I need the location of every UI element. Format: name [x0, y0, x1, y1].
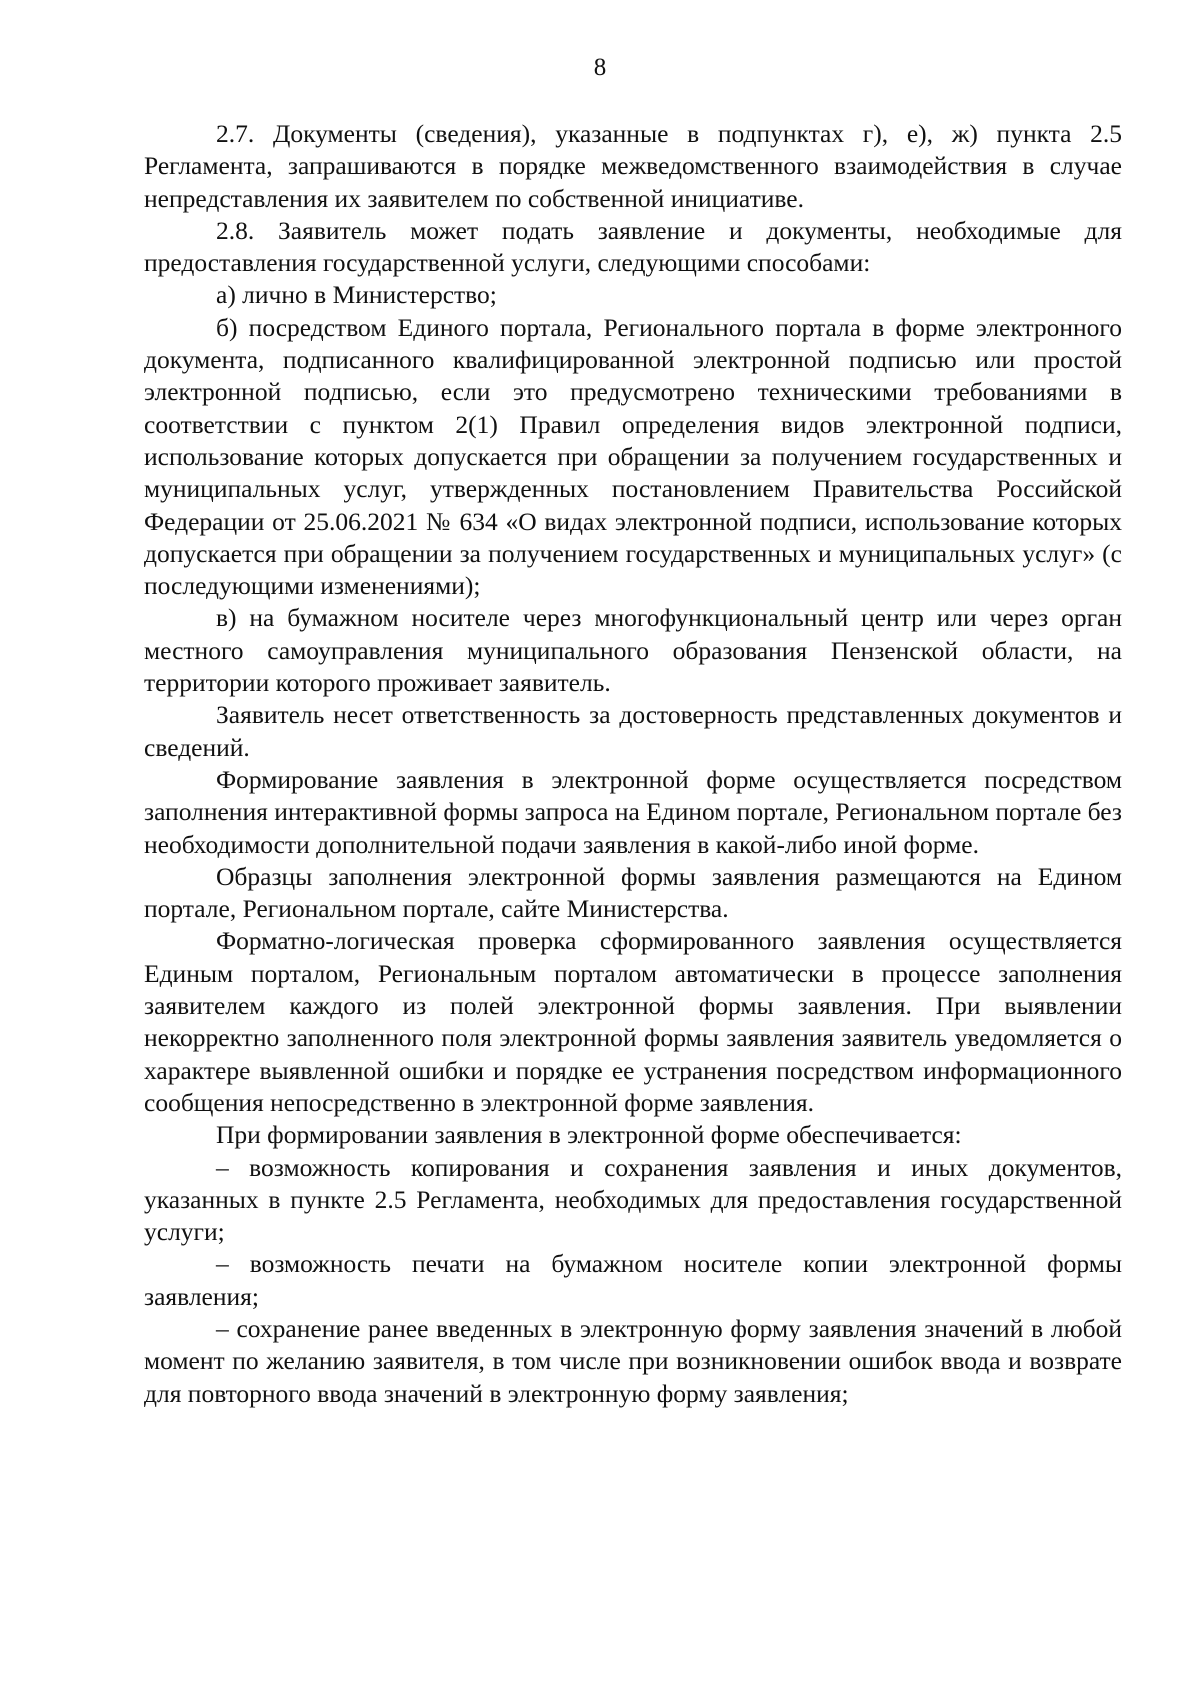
bullet-printing: – возможность печати на бумажном носителе копии электронной формы заявления; — [144, 1249, 1122, 1311]
paragraph-2-7: 2.7. Документы (сведения), указанные в подпунктах г), е), ж) пункта 2.5 Регламента, запрашиваются в порядке межведомственного взаимодействия в случае непредставления их заявителем по собственной инициативе. — [144, 119, 1122, 213]
list-item-a: а) лично в Министерство; — [216, 280, 497, 310]
paragraph-electronic-form: Формирование заявления в электронной форме осуществляется посредством заполнения интерактивной формы запроса на Едином портале, Региональном портале без необходимости дополнительной подачи заявления в какой-либо иной форме. — [144, 764, 1122, 859]
paragraph-format-check: Форматно-логическая проверка сформированного заявления осуществляется Единым порталом, Региональным порталом автоматически в процессе заполнения заявителем каждого из полей электронной формы заявления. При выявлении некорректно заполненного поля электронной формы заявления заявитель уведомляется о характере выявленной ошибки и порядке ее устранения посредством информационного сообщения непосредственно в электронной форме заявления. — [144, 926, 1122, 1117]
paragraph-samples: Образцы заполнения электронной формы заявления размещаются на Едином портале, Региональном портале, сайте Министерства. — [144, 861, 1122, 924]
list-item-v: в) на бумажном носителе через многофункциональный центр или через орган местного самоуправления муниципального образования Пензенской области, на территории которого проживает заявитель. — [144, 603, 1122, 698]
paragraph-responsibility: Заявитель несет ответственность за достоверность представленных документов и сведений. — [144, 700, 1122, 762]
list-item-b: б) посредством Единого портала, Регионального портала в форме электронного документа, подписанного квалифицированной электронной подписью или простой электронной подписью, если это предусмотрено техническими требованиями в соответствии с пунктом 2(1) Правил определения видов электронной подписи, использование которых допускается при обращении за получением государственных и муниципальных услуг, утвержденных постановлением Правительства Российской Федерации от 25.06.2021 № 634 «О видах электронной подписи, использование которых допускается при обращении за получением государственных и муниципальных услуг» (с последующими изменениями); — [144, 312, 1122, 601]
bullet-saving: – сохранение ранее введенных в электронную форму заявления значений в любой момент по желанию заявителя, в том числе при возникновении ошибок ввода и возврате для повторного ввода значений в электронную форму заявления; — [144, 1313, 1122, 1408]
paragraph-provides: При формировании заявления в электронной форме обеспечивается: — [216, 1120, 962, 1150]
page-number: 8 — [593, 54, 607, 81]
bullet-copying: – возможность копирования и сохранения заявления и иных документов, указанных в пункте 2.5 Регламента, необходимых для предоставления государственной услуги; — [144, 1152, 1122, 1247]
paragraph-2-8: 2.8. Заявитель может подать заявление и документы, необходимые для предоставления государственной услуги, следующими способами: — [144, 215, 1122, 278]
document-body — [144, 118, 1122, 1410]
